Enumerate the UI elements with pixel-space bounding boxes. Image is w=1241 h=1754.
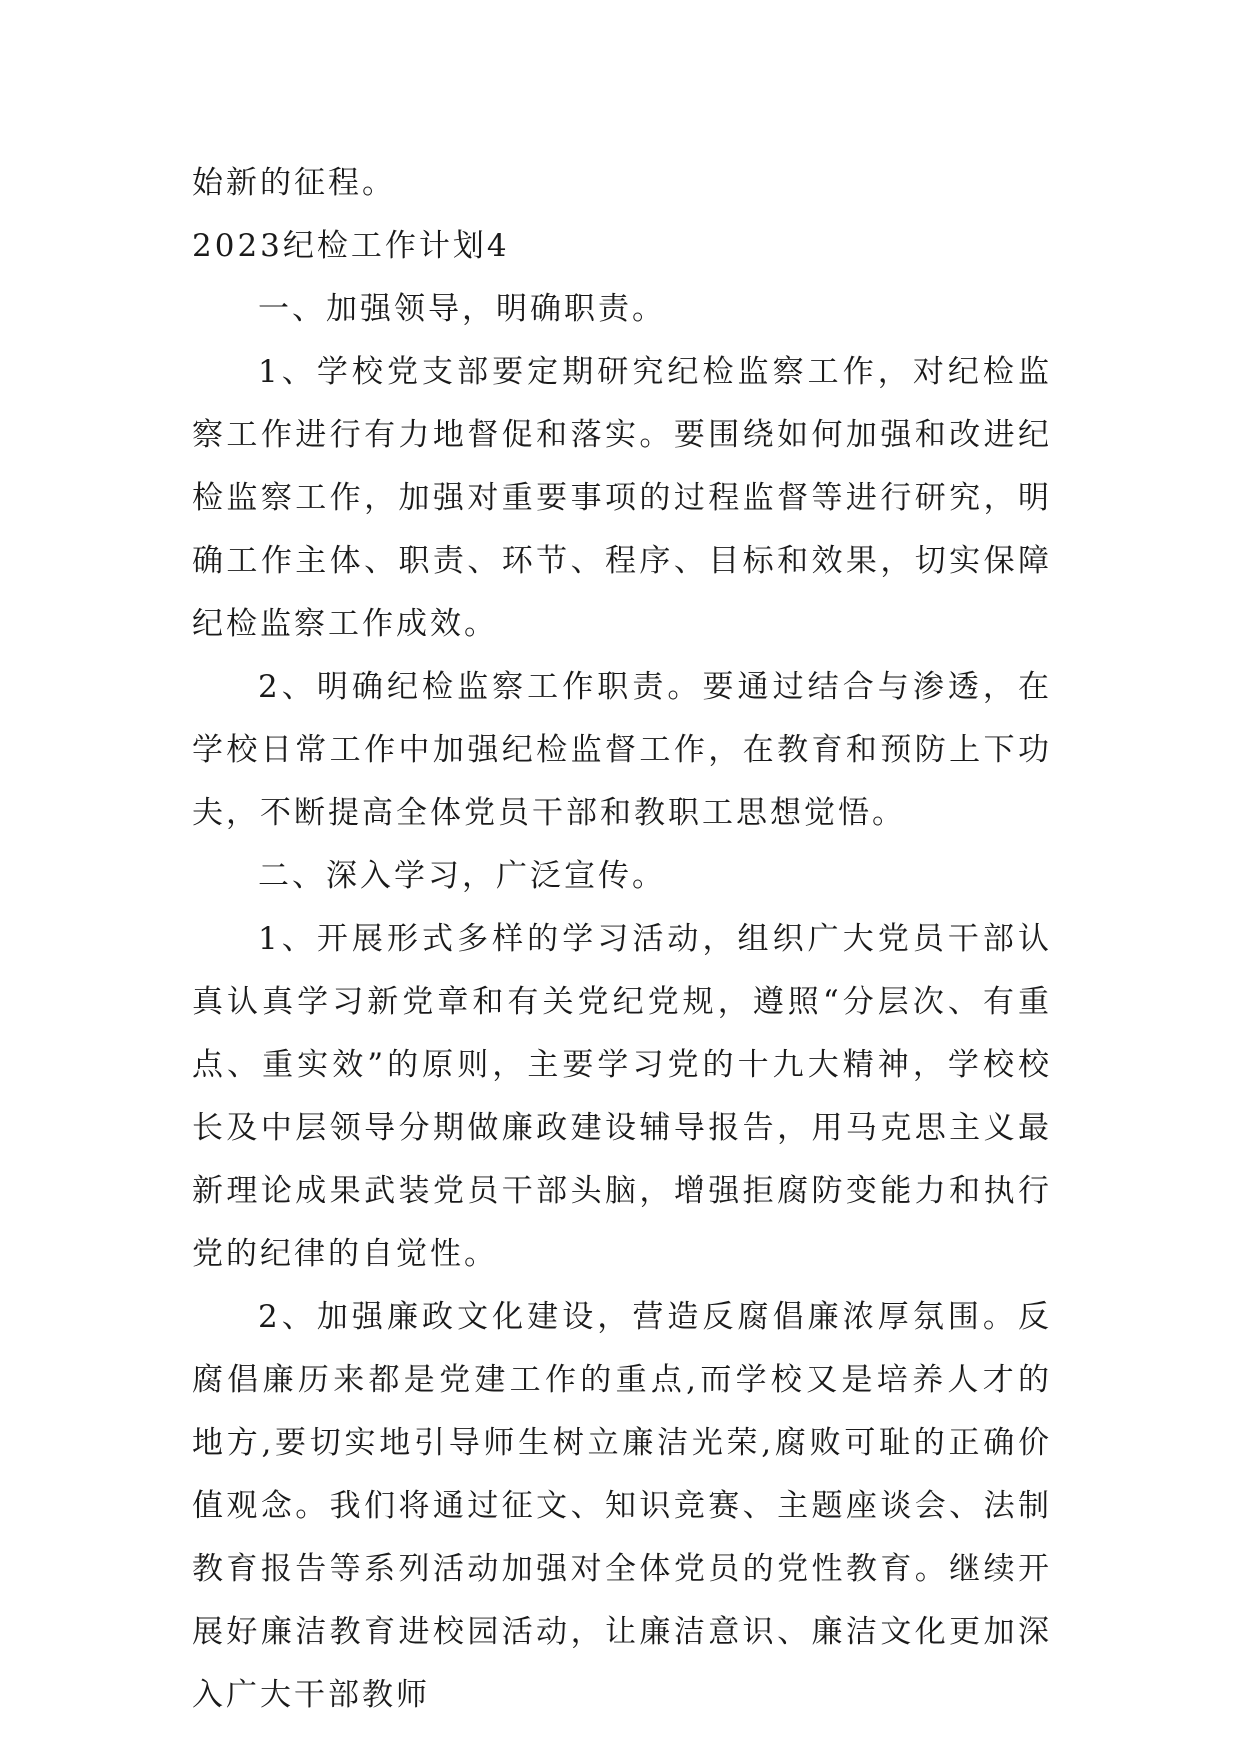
paragraph-continuation: 始新的征程。 [192,165,396,201]
heading-leadership: 一、加强领导，明确职责。 [258,291,666,327]
paragraph-study-item-2: 2、加强廉政文化建设，营造反腐倡廉浓厚氛围。反腐倡廉历来都是党建工作的重点,而学校又是培养人才的地方,要切实地引导师生树立廉洁光荣,腐败可耻的正确价值观念。我们将通过征文、知识竞赛、主题座谈会、法制教育报告等系列活动加强对全体党员的党性教育。继续开展好廉洁教育进校园活动，让廉洁意识、廉洁文化更加深入广大干部教师 [192,1299,1052,1713]
heading-study: 二、深入学习，广泛宣传。 [258,858,666,894]
section-title: 2023纪检工作计划4 [192,228,510,264]
paragraph-item-1: 1、学校党支部要定期研究纪检监察工作，对纪检监察工作进行有力地督促和落实。要围绕如何加强和改进纪检监察工作，加强对重要事项的过程监督等进行研究，明确工作主体、职责、环节、程序、目标和效果，切实保障纪检监察工作成效。 [192,354,1052,642]
paragraph-study-item-1: 1、开展形式多样的学习活动，组织广大党员干部认真认真学习新党章和有关党纪党规，遵照“分层次、有重点、重实效”的原则，主要学习党的十九大精神，学校校长及中层领导分期做廉政建设辅导报告，用马克思主义最新理论成果武装党员干部头脑，增强拒腐防变能力和执行党的纪律的自觉性。 [192,921,1052,1272]
document-body [192,152,1052,1727]
paragraph-item-2: 2、明确纪检监察工作职责。要通过结合与渗透，在学校日常工作中加强纪检监督工作，在教育和预防上下功夫，不断提高全体党员干部和教职工思想觉悟。 [192,669,1052,831]
